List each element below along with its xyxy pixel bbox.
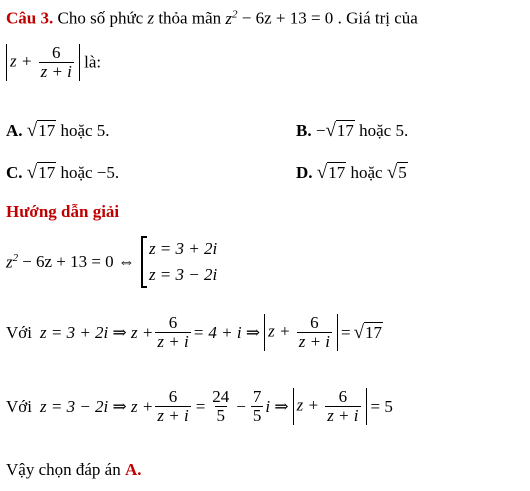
option-c-label: C. (6, 163, 23, 182)
option-c (6, 162, 119, 184)
option-d-label: D. (296, 163, 313, 182)
la-text: là: (84, 52, 102, 72)
question-expression (6, 44, 101, 81)
case1-result: √17 (353, 321, 383, 343)
option-b-minus: − (315, 121, 326, 140)
conclusion (6, 460, 142, 480)
sqrt-d: √17 (316, 162, 346, 183)
conclusion-text: Vậy chọn đáp án (6, 460, 121, 479)
root-2: z = 3 − 2i (148, 265, 218, 284)
sol-z-squared: $z^2$ (6, 251, 19, 272)
option-c-rest: hoặc −5. (60, 163, 120, 182)
case-1: Với z = 3 + 2i ⇒ z + $\frac{6}{z + i}$ = 4 + i ⇒ z + $\frac{6}{z + i}$ = √17 (6, 313, 383, 351)
case2-i: i ⇒ (265, 396, 289, 416)
fraction-num: 6 (52, 43, 61, 62)
z-squared: $z^2$ (225, 8, 238, 28)
fraction-7-5: $\frac{7}{5}$ (252, 387, 262, 425)
case-2: Với z = 3 − 2i ⇒ z + $\frac{6}{z + i}$ = $\frac{24}{5}$ − $\frac{7}{5}$ i ⇒ z + $\frac{6}{z + i}$ = 5 (6, 387, 393, 425)
case1-voi: Với (6, 322, 32, 342)
question-equation: − 6z + 13 = 0 (241, 8, 334, 28)
case1-fraction: $\frac{6}{z + i}$ (157, 313, 189, 351)
sqrt-b: √17 (325, 120, 354, 141)
option-d-mid: hoặc (350, 163, 383, 182)
sqrt-d2: √5 (386, 162, 407, 183)
question-line (6, 8, 418, 29)
sqrt-a: √17 (26, 120, 56, 141)
question-text-2: thỏa mãn (158, 8, 222, 28)
abs-expression (6, 44, 80, 81)
root-1: z = 3 + 2i (148, 239, 218, 258)
fraction (39, 44, 74, 81)
sqrt-c: √17 (26, 162, 56, 183)
option-b-label: B. (296, 121, 312, 140)
option-b (296, 120, 408, 142)
case2-a: z = 3 − 2i ⇒ z + (40, 396, 154, 416)
case2-fraction: $\frac{6}{z + i}$ (157, 387, 189, 425)
question-text-1: Cho số phức (57, 8, 144, 28)
option-a-label: A. (6, 121, 23, 140)
case2-result: = 5 (370, 396, 393, 416)
expr-z-plus: z + (10, 51, 33, 71)
case2-voi: Với (6, 396, 32, 416)
fraction-24-5: $\frac{24}{5}$ (212, 387, 230, 425)
sol-line1-left: − 6z + 13 = 0 ⇔ (22, 252, 135, 271)
question-number: Câu 3. (6, 8, 54, 28)
option-b-rest: hoặc 5. (359, 121, 409, 140)
case1-a: z = 3 + 2i ⇒ z + (40, 322, 154, 342)
case1-abs: z + $\frac{6}{z + i}$ (264, 314, 338, 351)
case2-abs: z + $\frac{6}{z + i}$ (293, 388, 367, 425)
question-text-3: . Giá trị của (337, 8, 418, 28)
solution-heading: Hướng dẫn giải (6, 202, 120, 221)
solution-line-1 (6, 236, 217, 288)
option-d (296, 162, 408, 184)
option-a (6, 120, 110, 142)
case1-b: = 4 + i ⇒ (192, 322, 261, 342)
answer: A. (124, 460, 142, 479)
roots-bracket (141, 236, 217, 288)
fraction-den: z + i (40, 62, 72, 81)
option-a-rest: hoặc 5. (60, 121, 110, 140)
var-z: z (147, 8, 155, 28)
